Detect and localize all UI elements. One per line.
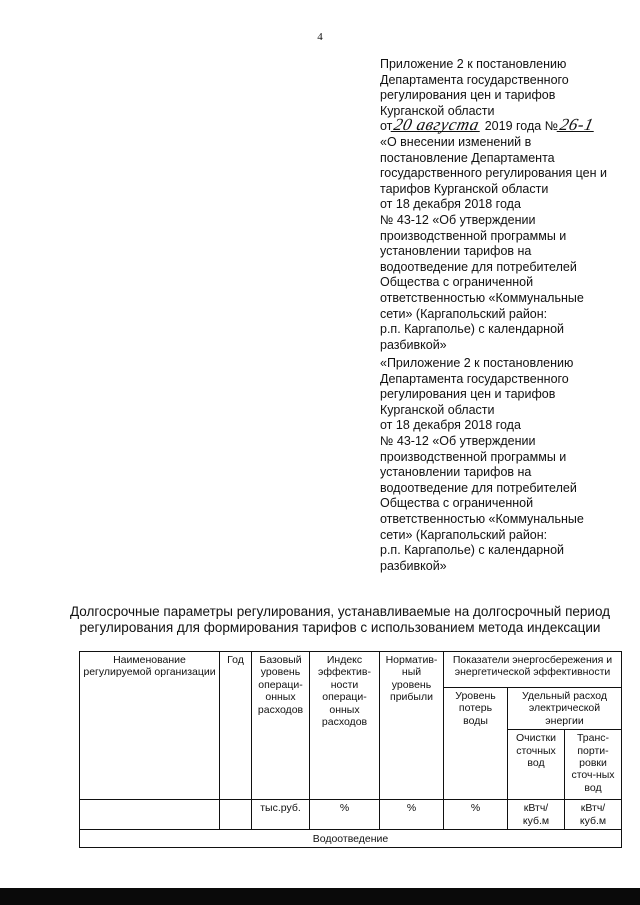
annex-line: Общества с ограниченной bbox=[380, 275, 534, 290]
annex-line: Департамента государственного bbox=[380, 371, 569, 386]
annex-line: водоотведение для потребителей bbox=[380, 259, 577, 274]
unit-org-empty bbox=[80, 800, 220, 830]
annex-line: государственного регулирования цен и bbox=[380, 166, 607, 181]
unit-year-empty bbox=[220, 800, 252, 830]
annex-line: сети» (Каргапольский район: bbox=[380, 527, 548, 542]
annex-line: Общества с ограниченной bbox=[380, 496, 534, 511]
unit-efficiency-index: % bbox=[310, 800, 380, 830]
annex-line: № 43-12 «Об утверждении bbox=[380, 433, 536, 448]
page-number: 4 bbox=[317, 31, 323, 43]
annex-line: тарифов Курганской области bbox=[380, 181, 549, 196]
header-base-level: Базовый уровень операци-онных расходов bbox=[252, 652, 310, 800]
handwritten-date: 20 августа bbox=[392, 115, 482, 135]
annex-line: регулирования цен и тарифов bbox=[380, 387, 556, 402]
header-profit-norm: Норматив-ный уровень прибыли bbox=[380, 652, 444, 800]
annex-line: от 18 декабря 2018 года bbox=[380, 197, 521, 212]
unit-base-level: тыс.руб. bbox=[252, 800, 310, 830]
title-line: регулирования для формирования тарифов с использованием метода индексации bbox=[79, 620, 601, 635]
annex-line: производственной программы и bbox=[380, 228, 567, 243]
annex-line: Курганской области bbox=[380, 402, 495, 417]
header-energy-group: Показатели энергосбережения и энергетической эффективности bbox=[444, 652, 622, 688]
regulation-parameters-table bbox=[79, 651, 622, 848]
annex-line: «О внесении изменений в bbox=[380, 134, 532, 149]
annex-line: Приложение 2 к постановлению bbox=[380, 57, 567, 71]
unit-wastewater-transport: кВтч/ куб.м bbox=[565, 800, 622, 830]
header-efficiency-index: Индекс эффектив-ности операци-онных расходов bbox=[310, 652, 380, 800]
unit-water-loss: % bbox=[444, 800, 508, 830]
annex-header-amendment bbox=[380, 57, 630, 353]
header-water-loss: Уровень потерь воды bbox=[444, 688, 508, 800]
document-title bbox=[60, 604, 620, 636]
annex-line: № 43-12 «Об утверждении bbox=[380, 212, 536, 227]
annex-line: Департамента государственного bbox=[380, 72, 569, 87]
header-specific-consumption: Удельный расход электрической энергии bbox=[508, 688, 622, 730]
annex-line: водоотведение для потребителей bbox=[380, 480, 577, 495]
annex-header-original bbox=[380, 356, 630, 574]
date-prefix: от bbox=[380, 119, 393, 134]
annex-line: от 18 декабря 2018 года bbox=[380, 418, 521, 433]
header-org-name: Наименование регулируемой организации bbox=[80, 652, 220, 800]
date-year: 2019 года № bbox=[484, 119, 559, 134]
annex-line: р.п. Каргаполье) с календарной bbox=[380, 322, 565, 337]
annex-line: р.п. Каргаполье) с календарной bbox=[380, 543, 565, 558]
annex-line: установлении тарифов на bbox=[380, 244, 532, 259]
annex-line: «Приложение 2 к постановлению bbox=[380, 356, 574, 370]
header-wastewater-transport: Транс-порти-ровки сточ-ных вод bbox=[565, 730, 622, 800]
annex-line: ответственностью «Коммунальные bbox=[380, 511, 584, 526]
unit-profit-norm: % bbox=[380, 800, 444, 830]
annex-line: установлении тарифов на bbox=[380, 465, 532, 480]
annex-line: регулирования цен и тарифов bbox=[380, 88, 556, 103]
section-label-wastewater: Водоотведение bbox=[80, 830, 622, 848]
annex-date-line bbox=[380, 115, 630, 135]
annex-line: разбивкой» bbox=[380, 558, 447, 573]
header-wastewater-treatment: Очистки сточных вод bbox=[508, 730, 565, 800]
title-line: Долгосрочные параметры регулирования, устанавливаемые на долгосрочный период bbox=[69, 604, 611, 619]
annex-line: разбивкой» bbox=[380, 337, 447, 352]
annex-line: Курганской области bbox=[380, 103, 495, 118]
unit-wastewater-treatment: кВтч/ куб.м bbox=[508, 800, 565, 830]
annex-line: постановление Департамента bbox=[380, 150, 555, 165]
header-year: Год bbox=[220, 652, 252, 800]
annex-line: производственной программы и bbox=[380, 449, 567, 464]
annex-line: сети» (Каргапольский район: bbox=[380, 306, 548, 321]
annex-line: ответственностью «Коммунальные bbox=[380, 290, 584, 305]
handwritten-number: 26-1 bbox=[558, 115, 596, 135]
scan-bottom-edge bbox=[0, 888, 640, 905]
